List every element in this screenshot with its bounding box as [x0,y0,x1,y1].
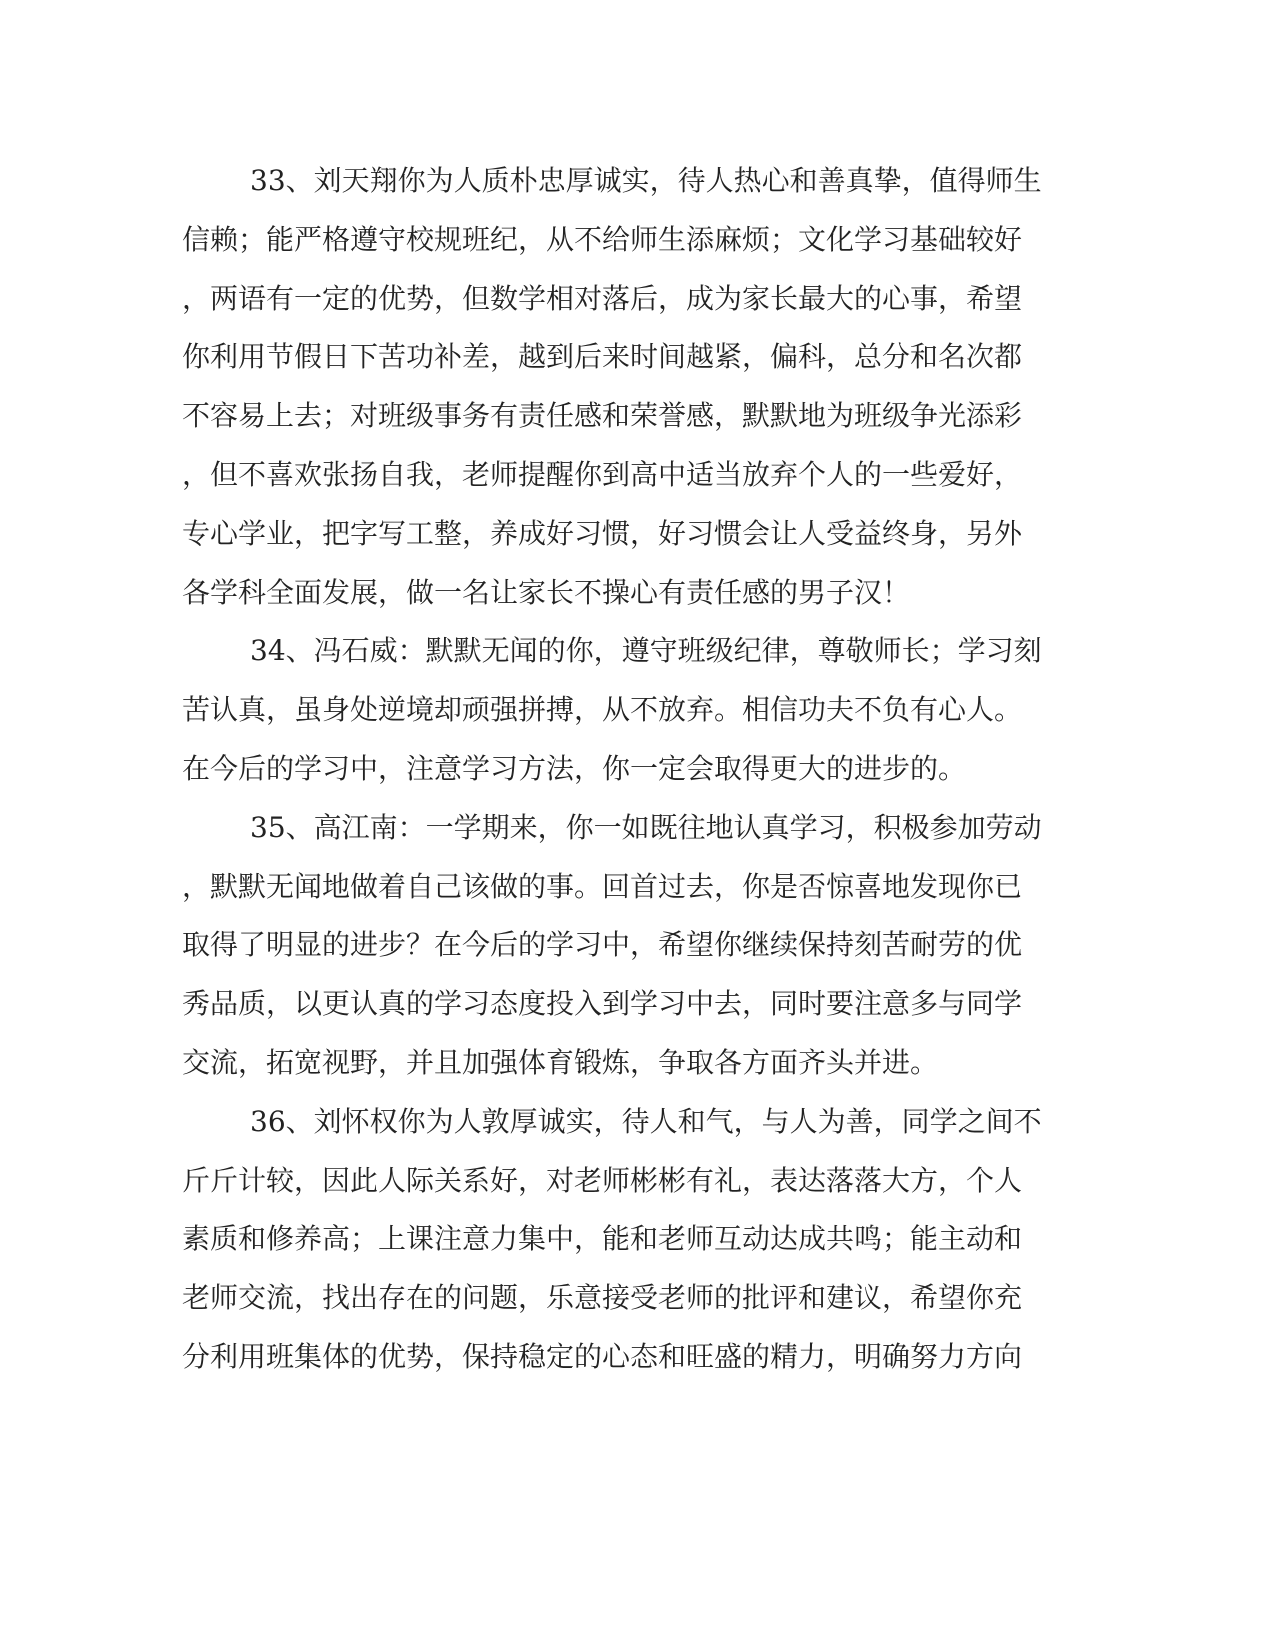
text-line: 各学科全面发展，做一名让家长不操心有责任感的男子汉！ [182,575,911,609]
text-line: ，但不喜欢张扬自我，老师提醒你到高中适当放弃个人的一些爱好， [182,457,1023,491]
paragraph-first-line: 36、刘怀权你为人敦厚诚实，待人和气，与人为善，同学之间不 [250,1104,1042,1138]
text-line: ，默默无闻地做着自己该做的事。回首过去，你是否惊喜地发现你已 [182,869,1023,903]
text-line: 取得了明显的进步？在今后的学习中，希望你继续保持刻苦耐劳的优 [182,928,1023,962]
document-body [182,152,1042,1387]
text-line: 分利用班集体的优势，保持稳定的心态和旺盛的精力，明确努力方向 [182,1339,1023,1373]
paragraph-first-line: 35、高江南：一学期来，你一如既往地认真学习，积极参加劳动 [250,810,1042,844]
text-line: 苦认真，虽身处逆境却顽强拼搏，从不放弃。相信功夫不负有心人。 [182,693,1023,727]
text-line: 秀品质，以更认真的学习态度投入到学习中去，同时要注意多与同学 [182,987,1023,1021]
text-line: 不容易上去；对班级事务有责任感和荣誉感，默默地为班级争光添彩 [182,399,1023,433]
text-line: 信赖；能严格遵守校规班纪，从不给师生添麻烦；文化学习基础较好 [182,222,1023,256]
text-line: 素质和修养高；上课注意力集中，能和老师互动达成共鸣；能主动和 [182,1222,1023,1256]
text-line: 斤斤计较，因此人际关系好，对老师彬彬有礼，表达落落大方，个人 [182,1163,1023,1197]
text-line: 专心学业，把字写工整，养成好习惯，好习惯会让人受益终身，另外 [182,516,1023,550]
paragraph-first-line: 33、刘天翔你为人质朴忠厚诚实，待人热心和善真挚，值得师生 [250,164,1042,197]
text-line: 在今后的学习中，注意学习方法，你一定会取得更大的进步的。 [182,751,967,785]
text-line: 老师交流，找出存在的问题，乐意接受老师的批评和建议，希望你充 [182,1281,1023,1315]
paragraph-first-line: 34、冯石威：默默无闻的你，遵守班级纪律，尊敬师长；学习刻 [250,634,1042,668]
text-line: ，两语有一定的优势，但数学相对落后，成为家长最大的心事，希望 [182,281,1023,315]
text-line: 你利用节假日下苦功补差，越到后来时间越紧，偏科，总分和名次都 [182,340,1023,374]
text-line: 交流，拓宽视野，并且加强体育锻炼，争取各方面齐头并进。 [182,1045,939,1079]
